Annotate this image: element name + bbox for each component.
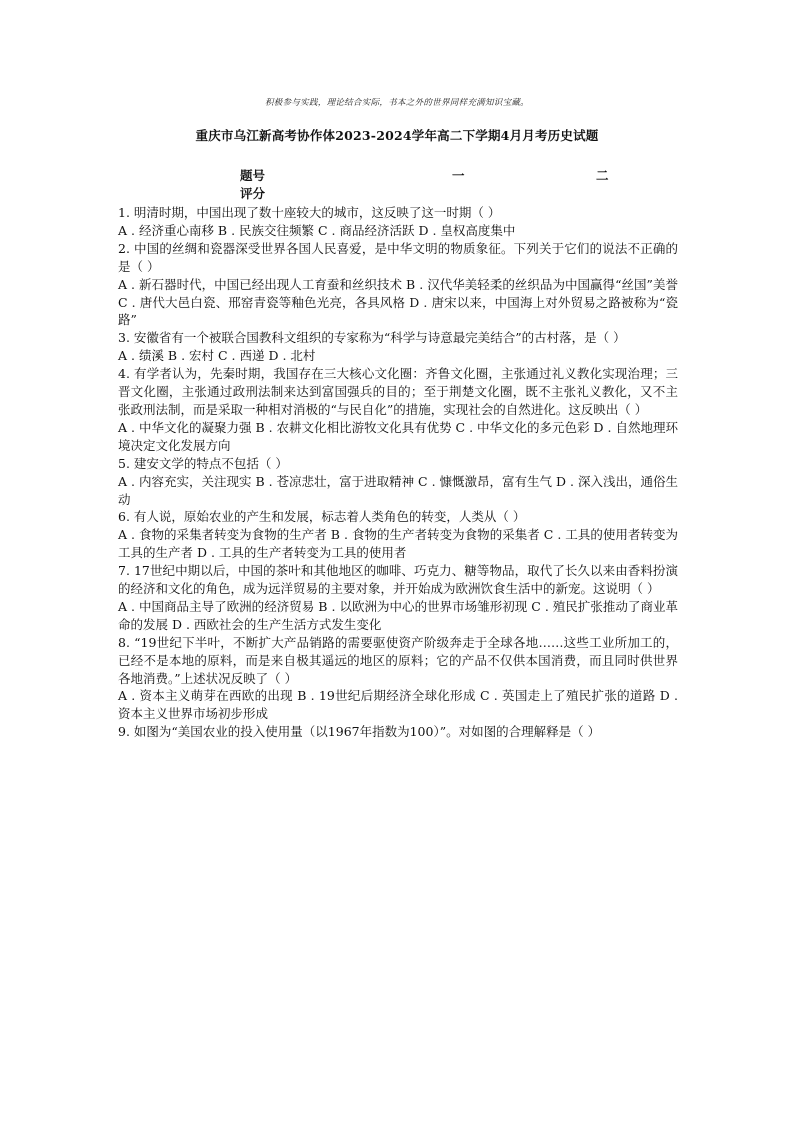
question-stem: 8. “19世纪下半叶，不断扩大产品销路的需要驱使资产阶级奔走于全球各地……这些工业所加工的，已经不是本地的原料，而是来自极其遥远的地区的原料；它的产品不仅供本国消费，而且同时供世界各地消费。”上述状况反映了（ ） xyxy=(118,634,678,686)
question-options: A . 绩溪 B . 宏村 C . 西递 D . 北村 xyxy=(118,348,316,364)
page-title: 重庆市乌江新高考协作体2023-2024学年高二下学期4月月考历史试题 xyxy=(195,128,599,143)
score-row-label: 题号 xyxy=(240,168,266,183)
question-stem: 3. 安徽省有一个被联合国教科文组织的专家称为“科学与诗意最完美结合”的古村落，是（ ） xyxy=(118,330,626,346)
question-stem: 2. 中国的丝绸和瓷器深受世界各国人民喜爱，是中华文明的物质象征。下列关于它们的说法不正确的是（ ） xyxy=(118,240,678,274)
question-stem: 4. 有学者认为，先秦时期，我国存在三大核心文化圈：齐鲁文化圈，主张通过礼义教化实现治理；三晋文化圈，主张通过政刑法制来达到富国强兵的目的；至于荆楚文化圈，既不主张礼义教化，又不主张政刑法制，而是采取一种相对消极的“与民自化”的措施，实现社会的自然进化。这反映出（ ） xyxy=(118,366,678,417)
score-table xyxy=(240,166,620,202)
score-col-1: 一 xyxy=(452,168,465,183)
question-options: A . 内容充实，关注现实 B . 苍凉悲壮，富于进取精神 C . 慷慨激昂，富有生气 D . 深入浅出，通俗生动 xyxy=(118,473,678,507)
score-row-header xyxy=(240,166,620,184)
question-options: A . 中国商品主导了欧洲的经济贸易 B . 以欧洲为中心的世界市场雏形初现 C . 殖民扩张推动了商业革命的发展 D . 西欧社会的生产生活方式发生变化 xyxy=(118,598,678,632)
question-stem: 9. 如图为“美国农业的投入使用量（以1967年指数为100）”。对如图的合理解释是（ ） xyxy=(118,724,601,740)
question-options: A . 中华文化的凝聚力强 B . 农耕文化相比游牧文化具有优势 C . 中华文化的多元色彩 D . 自然地理环境决定文化发展方向 xyxy=(118,419,678,453)
question-stem: 1. 明清时期，中国出现了数十座较大的城市，这反映了这一时期（ ） xyxy=(118,205,501,220)
score-row-scores xyxy=(240,184,620,202)
question-stem: 6. 有人说，原始农业的产生和发展，标志着人类角色的转变，人类从（ ） xyxy=(118,509,526,525)
score-row-label: 评分 xyxy=(240,186,266,201)
question-options: A . 资本主义萌芽在西欧的出现 B . 19世纪后期经济全球化形成 C . 英国走上了殖民扩张的道路 D . 资本主义世界市场初步形成 xyxy=(118,688,678,722)
question-options: A . 食物的采集者转变为食物的生产者 B . 食物的生产者转变为食物的采集者 C . 工具的使用者转变为工具的生产者 D . 工具的生产者转变为工具的使用者 xyxy=(118,527,678,561)
header-note: 积极参与实践，理论结合实际，书本之外的世界同样充满知识宝藏。 xyxy=(264,98,529,108)
question-stem: 7. 17世纪中期以后，中国的茶叶和其他地区的咖啡、巧克力、糖等物品，取代了长久以来由香料扮演的经济和文化的角色，成为远洋贸易的主要对象，并开始成为欧洲饮食生活中的新宠。这说明（ ） xyxy=(118,563,678,597)
question-stem: 5. 建安文学的特点不包括（ ） xyxy=(118,455,288,471)
question-list xyxy=(118,204,678,741)
question-options: A . 经济重心南移 B . 民族交往频繁 C . 商品经济活跃 D . 皇权高度集中 xyxy=(118,222,516,238)
score-col-2: 二 xyxy=(596,168,609,183)
question-options: A . 新石器时代，中国已经出现人工育蚕和丝织技术 B . 汉代华美轻柔的丝织品为中国赢得“丝国”美誉 C . 唐代大邑白瓷、邢窑青瓷等釉色光亮，各具风格 D . 唐宋以来，中国海上对外贸易之路被称为“瓷路” xyxy=(118,276,678,328)
